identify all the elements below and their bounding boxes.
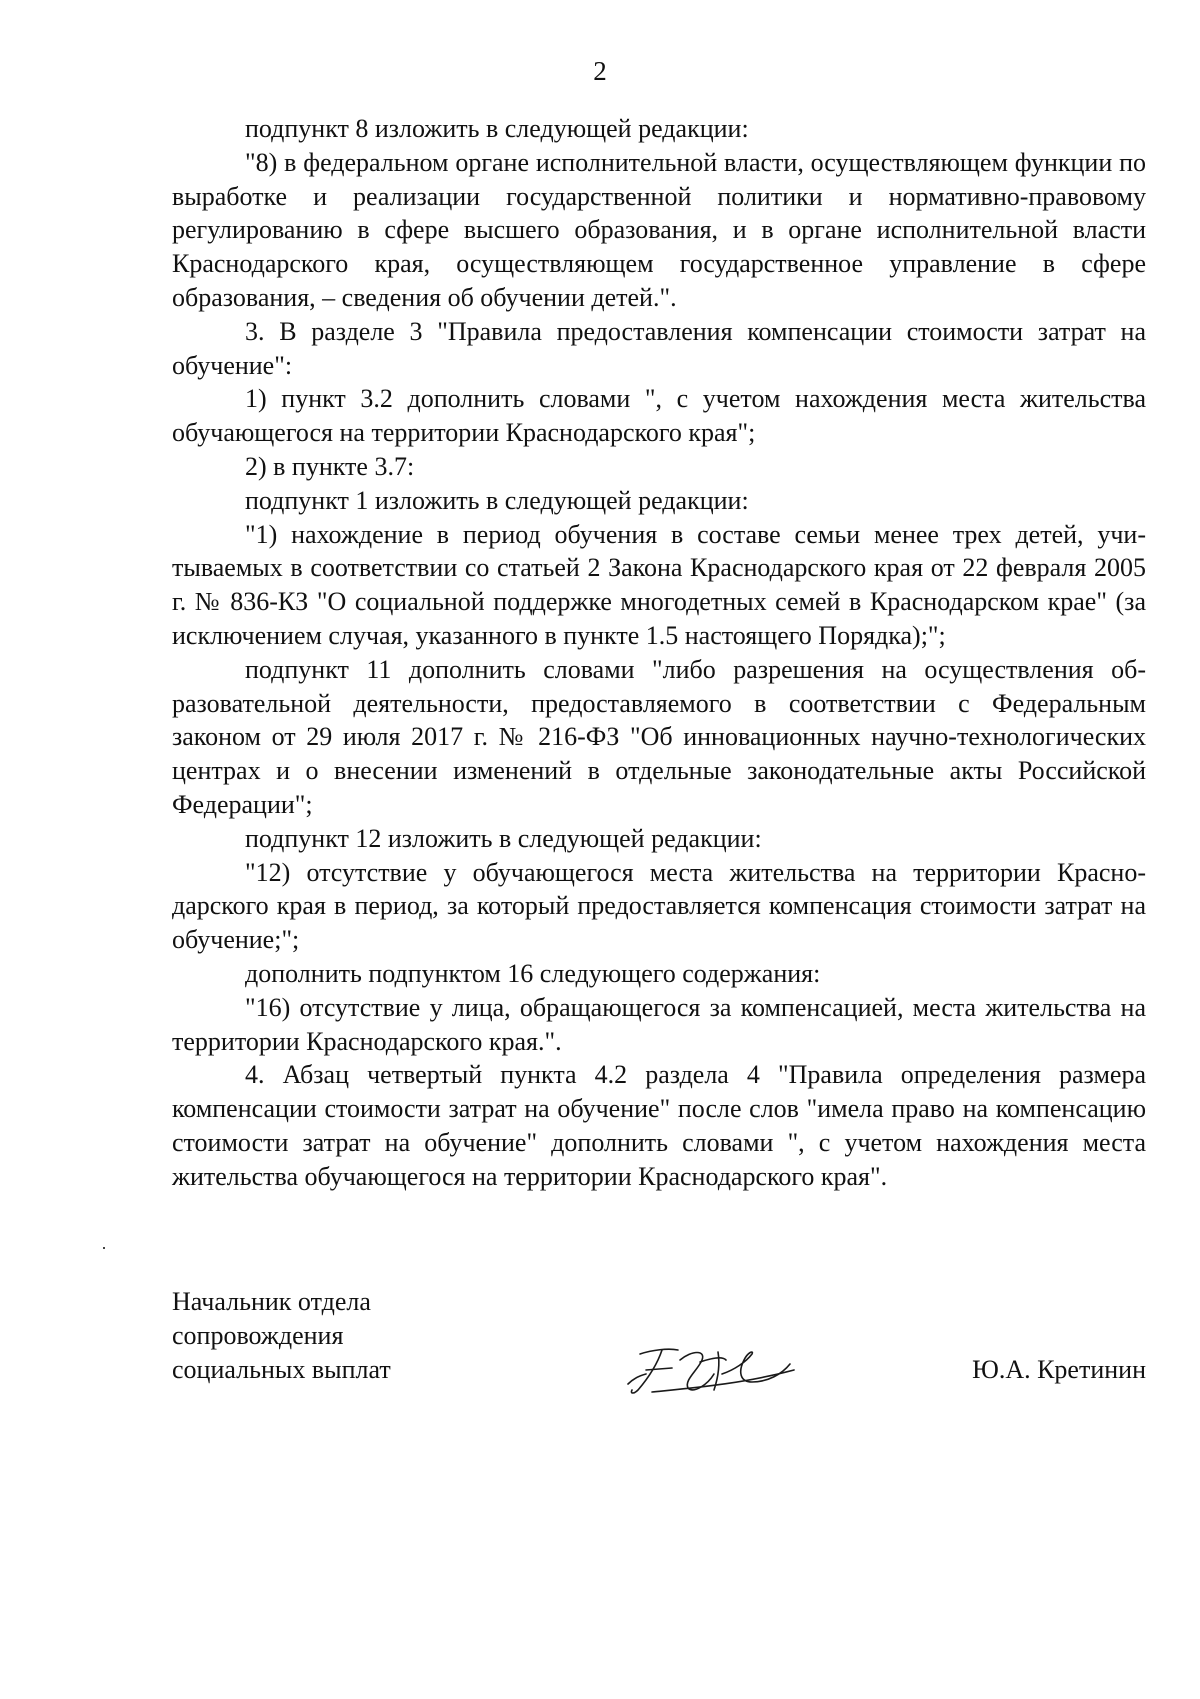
paragraph-item-3-7: 2) в пункте 3.7: xyxy=(245,451,415,481)
paragraph-subpoint-1-text: "1) нахождение в период обучения в составе семьи менее трех детей, учитываемых в соответствии со статьей 2 Закона Краснодарского края от 22 февраля 2005 г. № 836-КЗ "О социальной поддержке многодетных семей в Краснодарском крае" (за исключением случая, указанного в пункте 1.5 настоящего Порядка);"; xyxy=(172,519,1146,650)
paragraph-subpoint-1-intro: подпункт 1 изложить в следующей редакции: xyxy=(245,485,749,515)
signatory-title-line: социальных выплат xyxy=(172,1355,391,1384)
signatory-title-line: Начальник отдела xyxy=(172,1287,371,1316)
paragraph-subpoint-16-intro: дополнить подпунктом 16 следующего содержания: xyxy=(245,958,821,988)
paragraph-subpoint-11: подпункт 11 дополнить словами "либо разрешения на осуществления образовательной деятельности, предоставляемого в соответствии с Федеральным законом от 29 июля 2017 г. № 216-ФЗ "Об инновационных научно-технологических центрах и о внесении изменений в отдельные законодательные акты Российской Федерации"; xyxy=(172,654,1146,819)
paragraph-subpoint-16-text: "16) отсутствие у лица, обращающегося за компенсацией, места жительства на территории Краснодарского края.". xyxy=(172,992,1146,1056)
paragraph-subpoint-12-text: "12) отсутствие у обучающегося места жительства на территории Краснодарского края в период, за который предоставляется компенсация стоимости затрат на обучение;"; xyxy=(172,857,1146,955)
signature-block xyxy=(172,1285,1146,1405)
paragraph-section-3-heading: 3. В разделе 3 "Правила предоставления компенсации стоимости затрат на обучение": xyxy=(172,316,1146,380)
paragraph-subpoint-8-intro: подпункт 8 изложить в следующей редакции: xyxy=(245,114,749,143)
document-body xyxy=(172,112,1146,1194)
paragraph-subpoint-8-text: "8) в федеральном органе исполнительной власти, осуществляющем функции по выработке и реализации государственной политики и нормативно-правовому регулированию в сфере высшего образования, и в органе исполнительной власти Краснодарского края, осуществляющем государственное управление в сфере образования, – сведения об обучении детей.". xyxy=(172,147,1146,312)
paragraph-section-4: 4. Абзац четвертый пункта 4.2 раздела 4 "Правила определения размера компенсации стоимости затрат на обучение" после слов "имела право на компенсацию стоимости затрат на обучение" дополнить словами ", с учетом нахождения места жительства обучающегося на территории Краснодарского края". xyxy=(172,1060,1146,1191)
signatory-title-line: сопровождения xyxy=(172,1321,344,1350)
signatory-title xyxy=(172,1285,532,1387)
signatory-name: Ю.А. Кретинин xyxy=(972,1355,1146,1384)
paragraph-subpoint-12-intro: подпункт 12 изложить в следующей редакции: xyxy=(245,823,762,853)
margin-mark xyxy=(103,1247,105,1249)
handwritten-signature xyxy=(622,1340,802,1400)
paragraph-item-3-2: 1) пункт 3.2 дополнить словами ", с учетом нахождения места жительства обучающегося на территории Краснодарского края"; xyxy=(172,384,1146,448)
page-number: 2 xyxy=(593,56,607,86)
